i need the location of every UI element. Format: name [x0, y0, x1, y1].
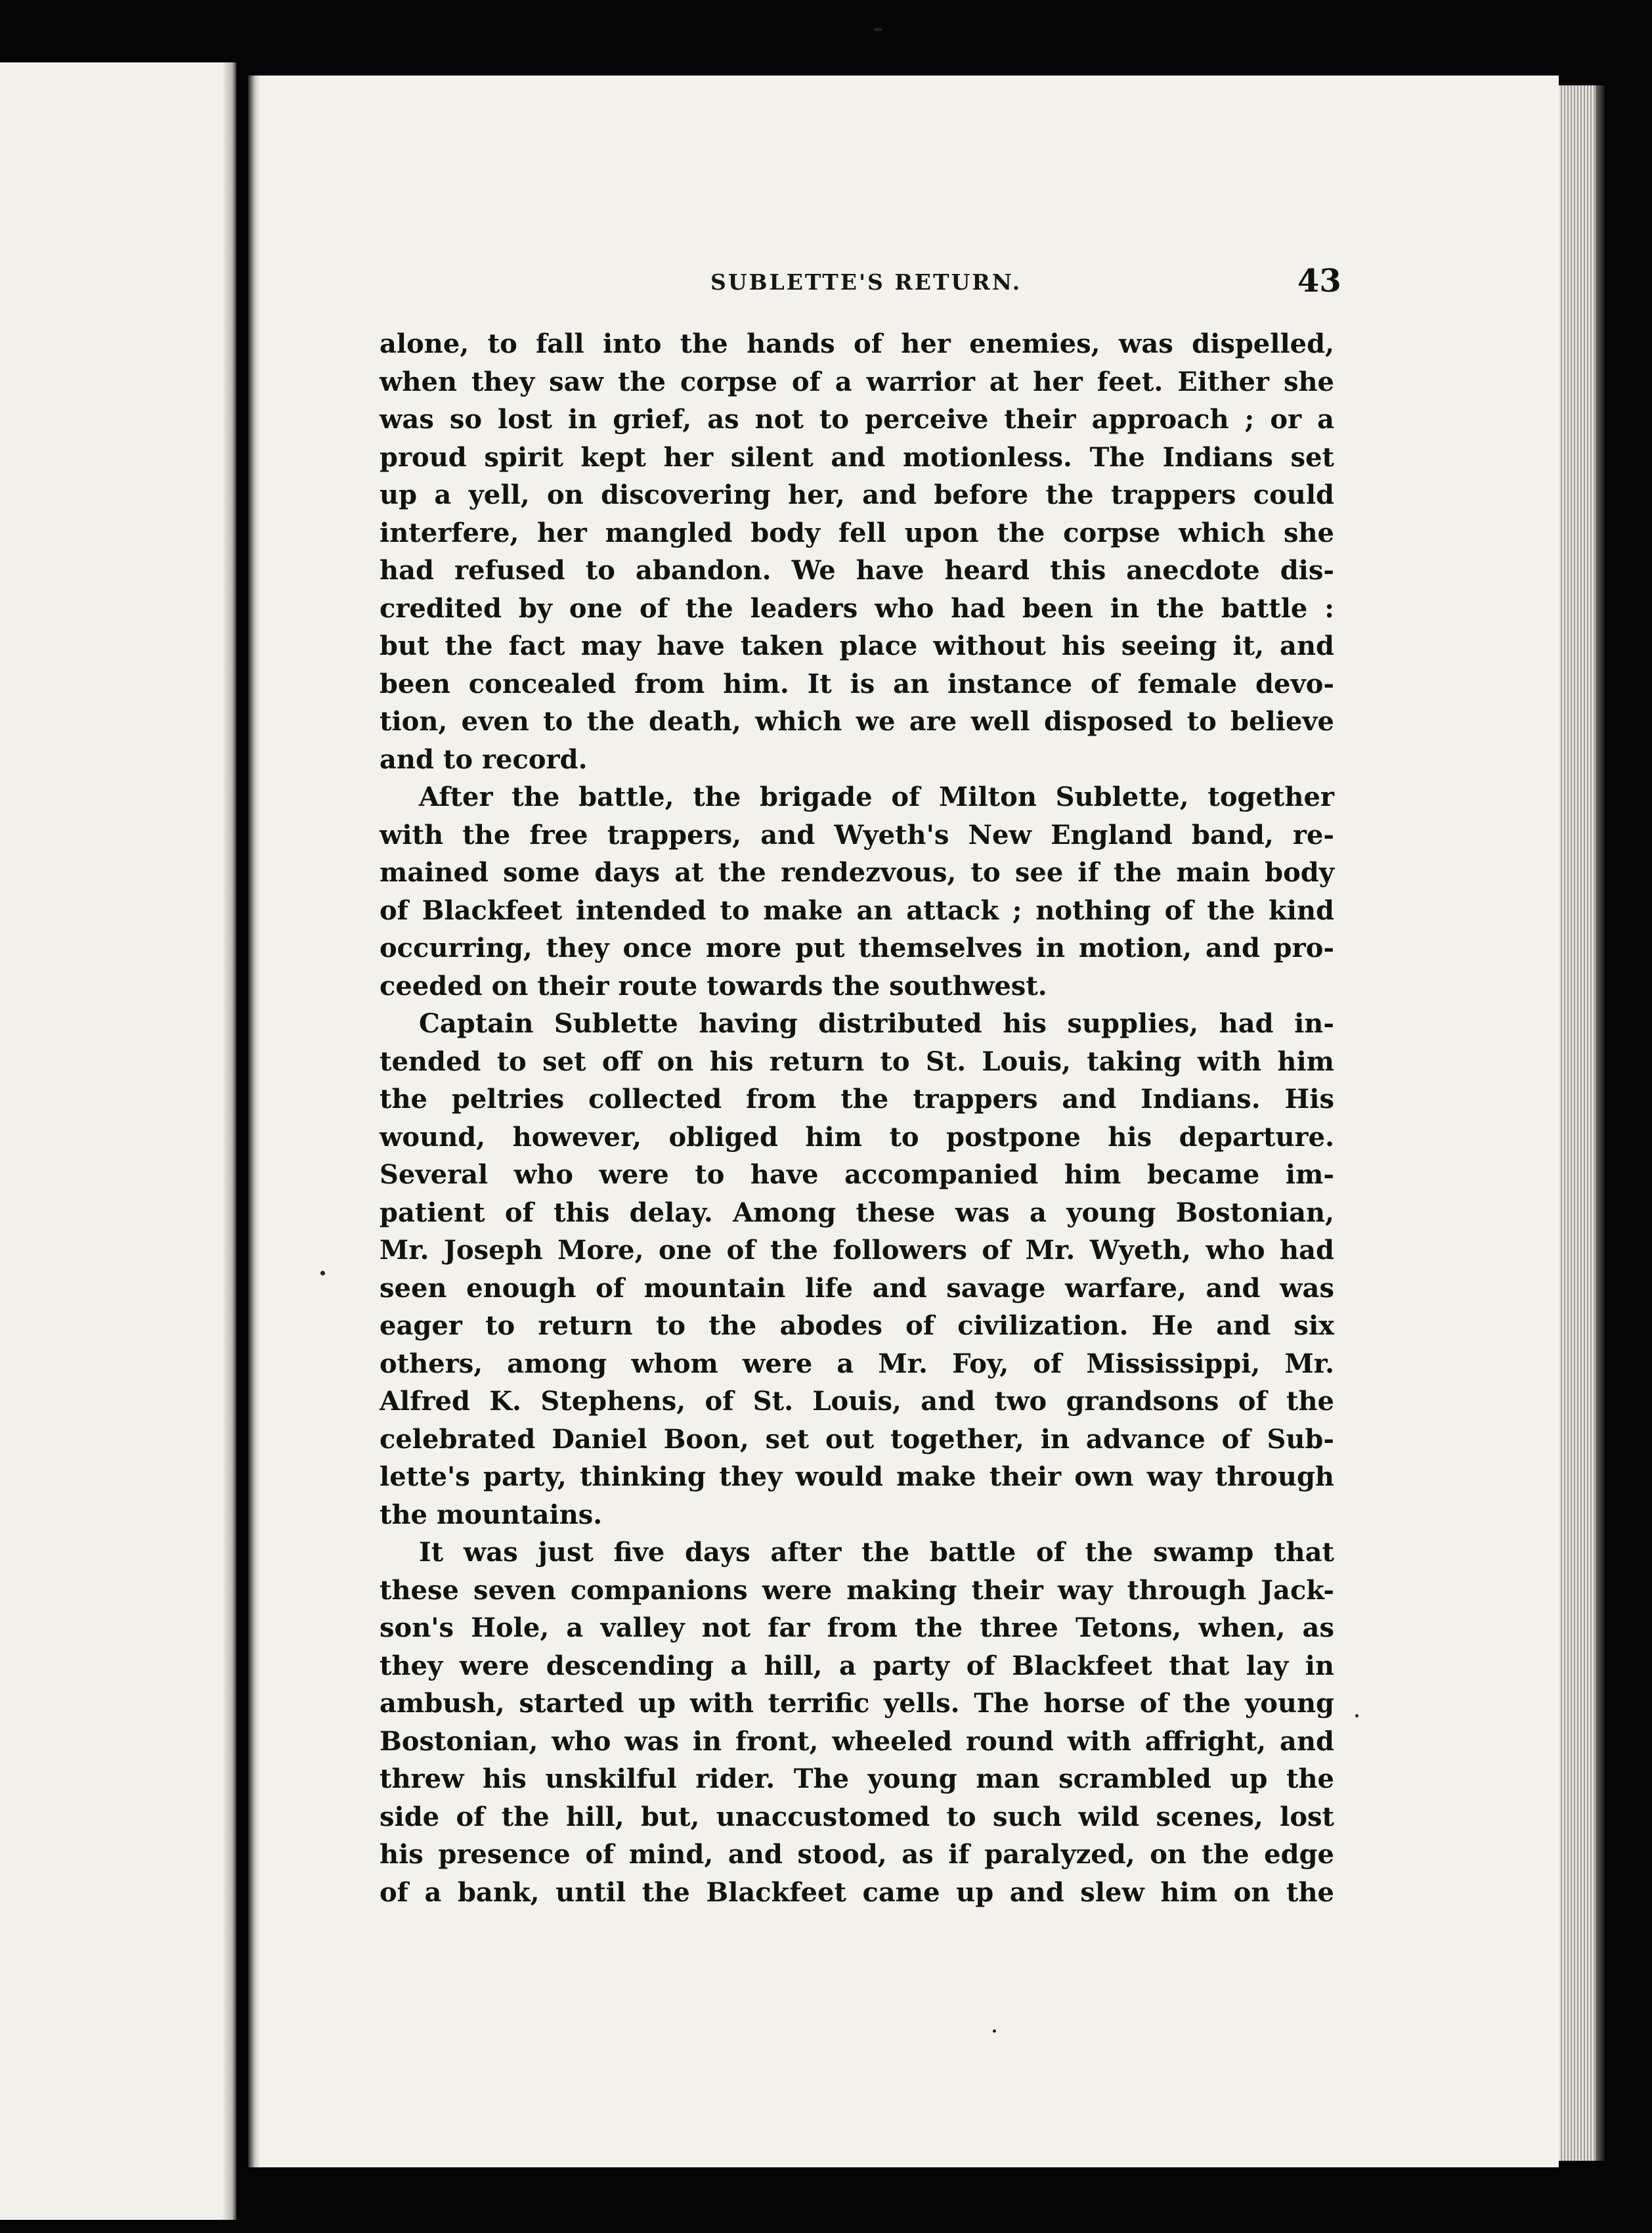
- body-text-line: with the free trappers, and Wyeth's New England band, re-: [380, 819, 1334, 851]
- body-text-line: seen enough of mountain life and savage warfare, and was: [380, 1272, 1334, 1304]
- body-text-line: Captain Sublette having distributed his supplies, had in-: [419, 1008, 1334, 1039]
- running-head: SUBLETTE'S RETURN.: [710, 269, 1022, 295]
- body-text-line: these seven companions were making their way through Jack-: [380, 1574, 1334, 1606]
- page-edge-shadow: [1596, 85, 1605, 2161]
- body-text-line: but the fact may have taken place without his seeing it, and: [380, 630, 1334, 661]
- body-text-line: mained some days at the rendezvous, to see if the main body: [380, 857, 1334, 888]
- body-text-line: celebrated Daniel Boon, set out together, in advance of Sub-: [380, 1423, 1334, 1455]
- body-text-line: patient of this delay. Among these was a young Bostonian,: [380, 1197, 1334, 1228]
- left-page-gutter-shadow: [222, 62, 236, 2220]
- body-text-line: ambush, started up with terrific yells. The horse of the young: [380, 1688, 1334, 1719]
- body-text-line: interfere, her mangled body fell upon the corpse which she: [380, 517, 1334, 548]
- scan-speck: [993, 2029, 996, 2033]
- body-text-line: eager to return to the abodes of civilization. He and six: [380, 1310, 1334, 1341]
- scan-speck: [320, 1271, 325, 1275]
- body-text-line: others, among whom were a Mr. Foy, of Mississippi, Mr.: [380, 1348, 1334, 1379]
- body-text-line: up a yell, on discovering her, and before the trappers could: [380, 479, 1334, 510]
- body-text-line: had refused to abandon. We have heard this anecdote dis-: [380, 555, 1334, 586]
- body-text-line: of Blackfeet intended to make an attack ; nothing of the kind: [380, 895, 1334, 926]
- body-text-line: was so lost in grief, as not to perceive their approach ; or a: [380, 404, 1334, 435]
- body-text-line: they were descending a hill, a party of Blackfeet that lay in: [380, 1650, 1334, 1681]
- left-facing-page: [0, 62, 236, 2220]
- body-text-line: side of the hill, but, unaccustomed to such wild scenes, lost: [380, 1801, 1334, 1832]
- body-text-line: After the battle, the brigade of Milton Sublette, together: [419, 782, 1334, 812]
- body-text-line: alone, to fall into the hands of her enemies, was dispelled,: [380, 328, 1334, 359]
- body-text-line: Mr. Joseph More, one of the followers of Mr. Wyeth, who had: [380, 1235, 1334, 1266]
- body-text-line: the mountains.: [380, 1499, 603, 1530]
- body-text-line: when they saw the corpse of a warrior at her feet. Either she: [380, 366, 1334, 397]
- body-text-line: occurring, they once more put themselves in motion, and pro-: [380, 933, 1334, 963]
- body-text-line: been concealed from him. It is an instance of female devo-: [380, 668, 1334, 699]
- body-text-line: ceeded on their route towards the southwest.: [380, 970, 1047, 1002]
- body-text-line: wound, however, obliged him to postpone his departure.: [380, 1121, 1334, 1153]
- page-edge-stack: [1559, 85, 1596, 2161]
- body-text-line: son's Hole, a valley not far from the three Tetons, when, as: [380, 1612, 1334, 1643]
- body-text-line: threw his unskilful rider. The young man scrambled up the: [380, 1763, 1334, 1794]
- body-text-line: proud spirit kept her silent and motionless. The Indians set: [380, 441, 1334, 473]
- scan-speck: [1355, 1714, 1359, 1717]
- body-text-line: Alfred K. Stephens, of St. Louis, and two grandsons of the: [380, 1386, 1334, 1417]
- body-text-line: of a bank, until the Blackfeet came up and slew him on the: [380, 1876, 1334, 1908]
- body-text-line: credited by one of the leaders who had been in the battle :: [380, 592, 1334, 624]
- body-text-line: and to record.: [380, 743, 588, 775]
- page-number: 43: [1297, 263, 1341, 299]
- body-text-line: Several who were to have accompanied him became im-: [380, 1159, 1334, 1190]
- right-page-gutter-shadow: [248, 76, 260, 2167]
- body-text-line: tion, even to the death, which we are well disposed to believe: [380, 706, 1334, 737]
- body-text-line: his presence of mind, and stood, as if paralyzed, on the edge: [380, 1839, 1334, 1870]
- body-text-line: tended to set off on his return to St. Louis, taking with him: [380, 1046, 1334, 1077]
- body-text-line: lette's party, thinking they would make their own way through: [380, 1461, 1334, 1492]
- scan-speck: [873, 28, 882, 32]
- body-text-line: It was just five days after the battle of the swamp that: [419, 1537, 1334, 1568]
- body-text-line: Bostonian, who was in front, wheeled round with affright, and: [380, 1725, 1334, 1757]
- body-text-line: the peltries collected from the trappers and Indians. His: [380, 1084, 1334, 1115]
